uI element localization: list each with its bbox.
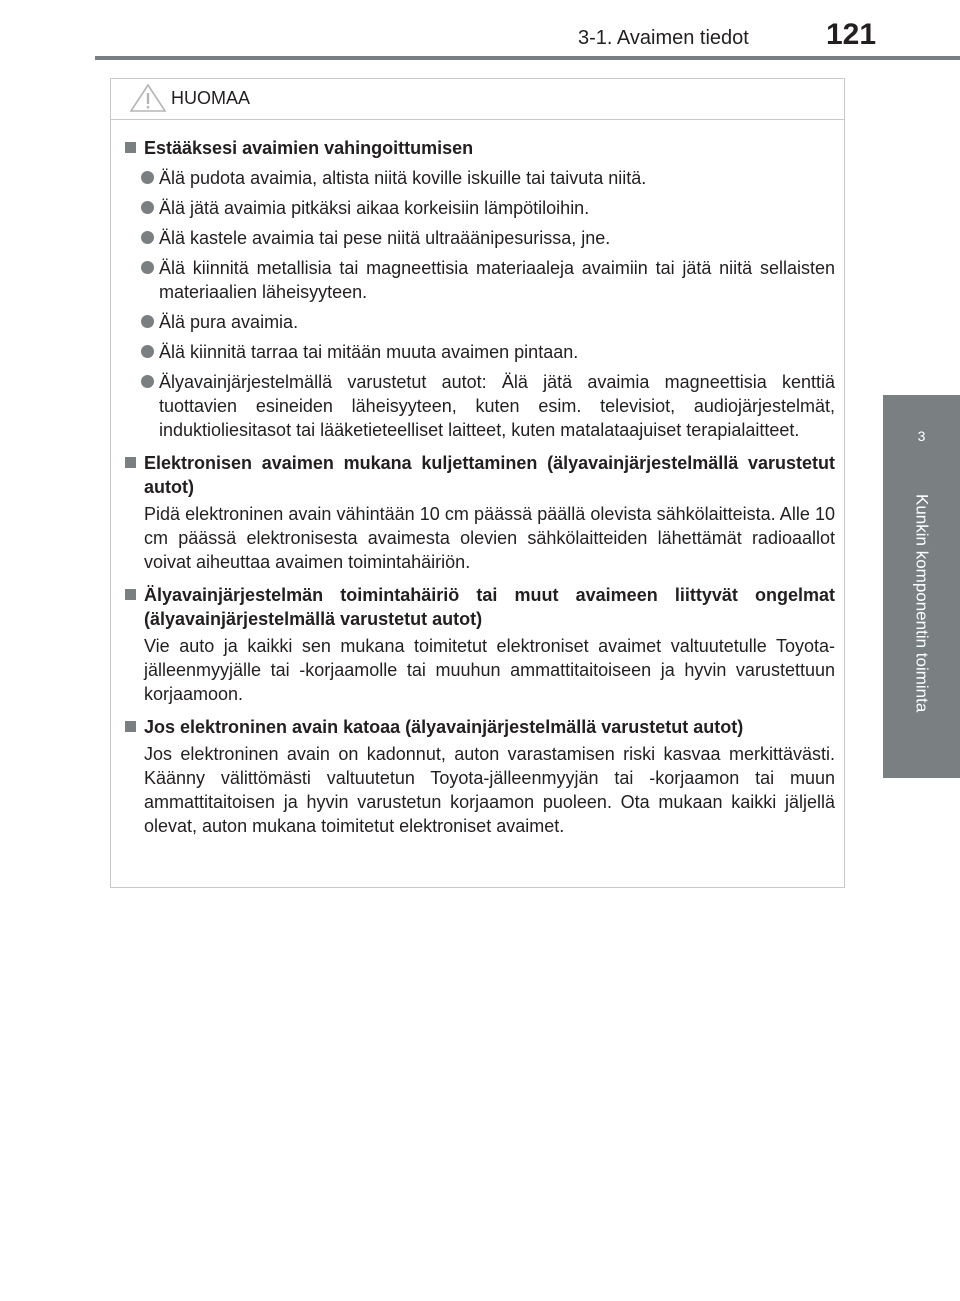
bullet-text: Älä kiinnitä metallisia tai magneettisia materiaaleja avaimiin tai jätä niitä sellaisten materiaalien läheisyyteen. [159, 258, 835, 302]
block-paragraph: Pidä elektroninen avain vähintään 10 cm päässä päällä olevista sähkölaitteista. Alle 10 cm päässä elektronisesta avaimesta olevien sähkölaitteiden lähettämät radioaallot voivat aiheuttaa avaimen toimintahäiriön. [144, 504, 835, 572]
notice-block [123, 583, 835, 706]
section-title: 3-1. Avaimen tiedot [578, 27, 749, 49]
notice-block [123, 451, 835, 574]
list-item [123, 370, 835, 442]
list-item [123, 196, 835, 220]
square-bullet-icon [125, 457, 136, 468]
round-bullet-icon [141, 345, 154, 358]
round-bullet-icon [141, 261, 154, 274]
bullet-text: Älä pura avaimia. [159, 312, 299, 332]
round-bullet-icon [141, 231, 154, 244]
square-bullet-icon [125, 721, 136, 732]
list-item [123, 310, 835, 334]
round-bullet-icon [141, 201, 154, 214]
bullet-text: Älä kiinnitä tarraa tai mitään muuta avaimen pintaan. [159, 342, 579, 362]
block-heading [123, 583, 835, 631]
bullet-text: Älyavainjärjestelmällä varustetut autot: Älä jätä avaimia magneettisia kenttiä tuottavien esineiden läheisyyteen, kuten esim. televisiot, audiojärjestelmät, induktioliesitasot tai lääketieteelliset laitteet, kuten matalataajuiset terapialaitteet. [159, 372, 835, 440]
block-heading [123, 451, 835, 499]
notice-body [111, 120, 844, 838]
header-rule [95, 56, 960, 60]
block-paragraph: Vie auto ja kaikki sen mukana toimitetut elektroniset avaimet valtuutetulle Toyota-jälleenmyyjälle tai -korjaamolle tai muuhun ammattitaitoiseen ja hyvin varustettuun korjaamoon. [144, 636, 835, 704]
notice-block [123, 136, 835, 442]
square-bullet-icon [125, 589, 136, 600]
warning-triangle-icon [129, 83, 167, 113]
block-heading [123, 136, 835, 160]
round-bullet-icon [141, 315, 154, 328]
chapter-title: Kunkin komponentin toiminta [912, 494, 932, 713]
bullet-list [123, 166, 835, 442]
block-title: Estääksesi avaimien vahingoittumisen [144, 138, 474, 158]
square-bullet-icon [125, 142, 136, 153]
bullet-text: Älä jätä avaimia pitkäksi aikaa korkeisiin lämpötiloihin. [159, 198, 590, 218]
block-paragraph: Jos elektroninen avain on kadonnut, auton varastamisen riski kasvaa merkittävästi. Käänny välittömästi valtuutetun Toyota-jälleenmyyjän tai -korjaamon tai muun ammattitaitoisen ja hyvin varustetun korjaamon puoleen. Ota mukaan kaikki jäljellä olevat, auton mukana toimitetut elektroniset avaimet. [144, 744, 835, 836]
bullet-text: Älä kastele avaimia tai pese niitä ultraäänipesurissa, jne. [159, 228, 611, 248]
block-title: Elektronisen avaimen mukana kuljettaminen (älyavainjärjestelmällä varustetut autot) [144, 453, 835, 497]
list-item [123, 226, 835, 250]
block-heading [123, 715, 835, 739]
round-bullet-icon [141, 375, 154, 388]
round-bullet-icon [141, 171, 154, 184]
notice-block [123, 715, 835, 838]
block-title: Älyavainjärjestelmän toimintahäiriö tai muut avaimeen liittyvät ongelmat (älyavainjärjestelmällä varustetut autot) [144, 585, 835, 629]
list-item [123, 256, 835, 304]
list-item [123, 166, 835, 190]
notice-header [111, 79, 844, 120]
list-item [123, 340, 835, 364]
chapter-number: 3 [917, 428, 926, 444]
notice-box [110, 78, 845, 888]
bullet-text: Älä pudota avaimia, altista niitä koville iskuille tai taivuta niitä. [159, 168, 647, 188]
notice-title: HUOMAA [171, 88, 251, 108]
block-title: Jos elektroninen avain katoaa (älyavainjärjestelmällä varustetut autot) [144, 717, 744, 737]
page-number: 121 [826, 18, 877, 51]
